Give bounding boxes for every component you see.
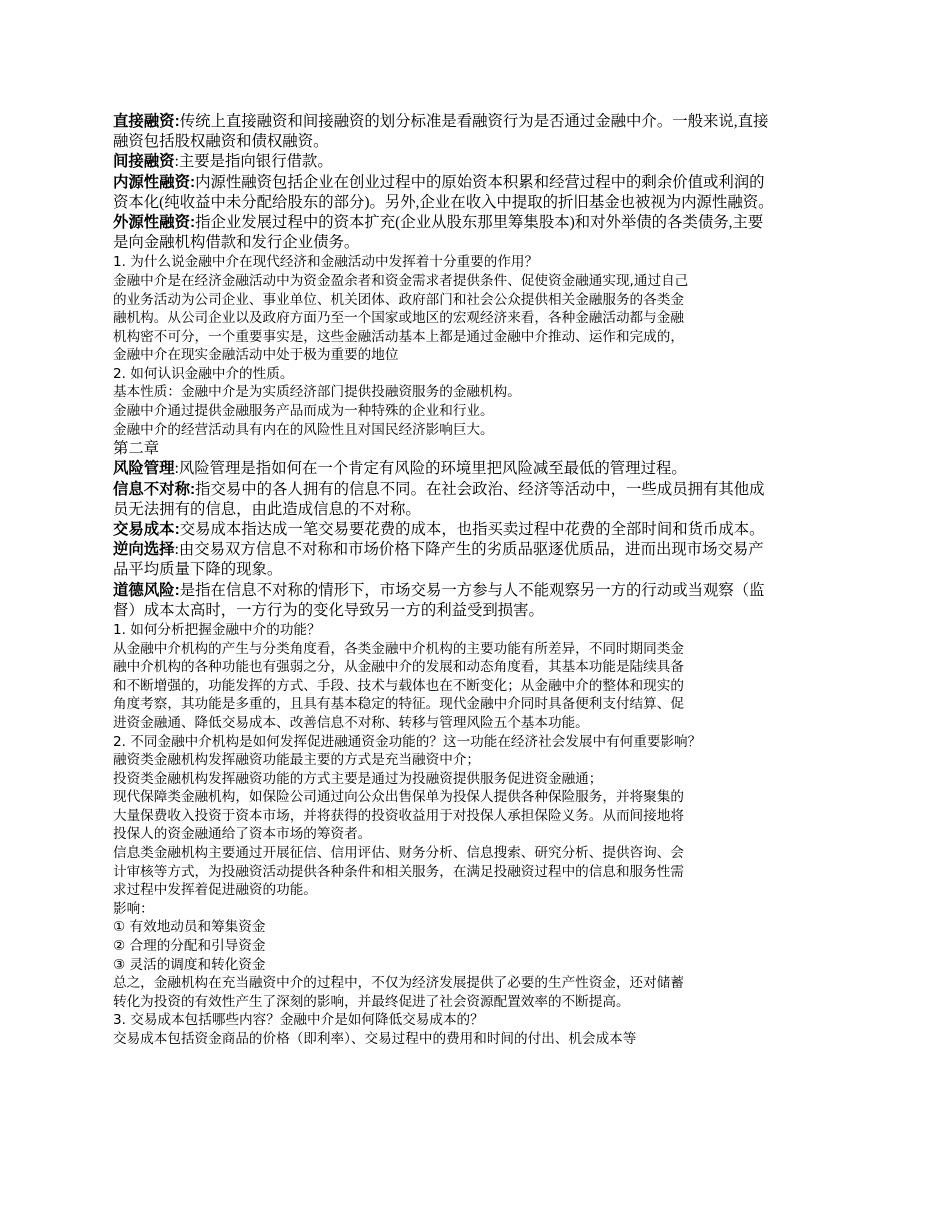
chapter2-definitions (113, 459, 841, 621)
definition-text: 交易成本指达成一笔交易要花费的成本，也指买卖过程中花费的全部时间和货币成本。 (179, 521, 765, 538)
definition-text: :由交易双方信息不对称和市场价格下降产生的劣质品驱逐优质品，进而出现市场交易产 (174, 541, 764, 559)
body-line: 金融中介是在经济金融活动中为资金盈余者和资金需求者提供条件、促使资金融通实现,通过自己 (113, 272, 689, 289)
body-line: 金融中介通过提供金融服务产品而成为一种特殊的企业和行业。 (113, 403, 494, 420)
definition-text: :主要是指向银行借款。 (174, 153, 333, 171)
body-line: 的业务活动为公司企业、事业单位、机关团体、政府部门和社会公众提供相关金融服务的各类金 (113, 291, 684, 308)
body-line: 投保人的资金融通给了资本市场的筹资者。 (113, 826, 372, 843)
definition-line (113, 213, 841, 233)
term-label: 信息不对称: (113, 480, 196, 498)
body-line: 现代保障类金融机构，如保险公司通过向公众出售保单为投保人提供各种保险服务，并将聚集的 (113, 789, 684, 806)
body-line: 和不断增强的，功能发挥的方式、手段、技术与载体也在不断变化；从金融中介的整体和现实的 (113, 677, 684, 694)
definition-text: 督）成本太高时，一方行为的变化导致另一方的利益受到损害。 (113, 601, 544, 619)
body-line: 求过程中发挥着促进融资的功能。 (113, 882, 317, 899)
body-line: 交易成本包括资金商品的价格（即利率）、交易过程中的费用和时间的付出、机会成本等 (113, 1031, 637, 1047)
definition-line (113, 193, 841, 213)
term-label: 道德风险: (113, 581, 180, 599)
body-line: 融中介机构的各种功能也有强弱之分，从金融中介的发展和动态角度看，其基本功能是陆续具备 (113, 659, 684, 676)
definition-line (113, 112, 841, 132)
body-line: 金融中介在现实金融活动中处于极为重要的地位 (113, 347, 399, 364)
body-line: ① 有效地动员和筹集资金 (113, 919, 266, 936)
chapter1-questions (113, 253, 841, 439)
term-label: 风险管理 (113, 460, 175, 478)
term-label: 直接融资: (113, 113, 180, 130)
body-line: 基本性质：金融中介是为实质经济部门提供投融资服务的金融机构。 (113, 384, 521, 401)
definition-text: 资本化(纯收益中未分配给股东的部分)。另外,企业在收入中提取的折旧基金也被视为内源性融资。 (113, 193, 774, 211)
definition-text: 员无法拥有的信息，由此造成信息的不对称。 (113, 500, 421, 518)
body-line: 角度考察，其功能是多重的，且具有基本稳定的特征。现代金融中介同时具备便利支付结算、促 (113, 696, 684, 713)
definition-line (113, 152, 841, 172)
body-line: 1. 为什么说金融中介在现代经济和金融活动中发挥着十分重要的作用？ (113, 254, 539, 271)
definition-line (113, 459, 841, 479)
body-line: ② 合理的分配和引导资金 (113, 938, 266, 955)
body-line: 信息类金融机构主要通过开展征信、信用评估、财务分析、信息搜索、研究分析、提供咨询、会 (113, 845, 684, 862)
definition-line (113, 233, 841, 253)
term-label: 间接融资 (113, 153, 175, 171)
definition-line (113, 540, 841, 560)
definition-line (113, 480, 841, 500)
body-line: 大量保费收入投资于资本市场，并将获得的投资收益用于对投保人承担保险义务。从而间接地将 (113, 807, 684, 824)
term-label: 交易成本: (113, 521, 180, 538)
body-line: 3. 交易成本包括哪些内容？金融中介是如何降低交易成本的？ (113, 1012, 484, 1029)
body-line: 融机构。从公司企业以及政府方面乃至一个国家或地区的宏观经济来看，各种金融活动都与金融 (113, 310, 684, 327)
definition-text: 传统上直接融资和间接融资的划分标准是看融资行为是否通过金融中介。一般来说,直接 (179, 113, 769, 130)
body-line: 2. 不同金融中介机构是如何发挥促进融通资金功能的？这一功能在经济社会发展中有何重要影响？ (113, 733, 702, 750)
definition-text: 是指在信息不对称的情形下，市场交易一方参与人不能观察另一方的行动或当观察（监 (179, 581, 765, 599)
definition-line (113, 173, 841, 193)
definition-text: 指交易中的各人拥有的信息不同。在社会政治、经济等活动中，一些成员拥有其他成 (195, 480, 765, 498)
chapter2-heading: 第二章 (113, 440, 160, 458)
body-line: 从金融中介机构的产生与分类角度看，各类金融中介机构的主要功能有所差异，不同时期同类金 (113, 640, 684, 657)
body-line: 转化为投资的有效性产生了深刻的影响，并最终促进了社会资源配置效率的不断提高。 (113, 993, 630, 1010)
term-label: 外源性融资: (113, 213, 196, 231)
definition-line (113, 581, 841, 601)
definition-text: 融资包括股权融资和债权融资。 (113, 133, 329, 151)
body-line: 总之，金融机构在充当融资中介的过程中，不仅为经济发展提供了必要的生产性资金，还对储蓄 (113, 975, 684, 992)
definition-line (113, 500, 841, 520)
term-label: 逆向选择 (113, 541, 175, 559)
chapter1-definitions (113, 112, 841, 253)
definition-text: 是向金融机构借款和发行企业债务。 (113, 234, 360, 252)
definition-line (113, 520, 841, 540)
body-line: ③ 灵活的调度和转化资金 (113, 956, 266, 973)
body-line: 影响： (113, 900, 154, 917)
chapter2-questions (113, 621, 841, 1049)
definition-line (113, 560, 841, 580)
definition-text: 内源性融资包括企业在创业过程中的原始资本积累和经营过程中的剩余价值或利润的 (195, 173, 765, 191)
definition-line (113, 132, 841, 152)
body-line: 机构密不可分，一个重要事实是，这些金融活动基本上都是通过金融中介推动、运作和完成的， (113, 328, 684, 345)
body-line: 投资类金融机构发挥融资功能的方式主要是通过为投融资提供服务促进资金融通； (113, 770, 603, 787)
body-line: 计审核等方式，为投融资活动提供各种条件和相关服务，在满足投融资过程中的信息和服务性需 (113, 863, 684, 880)
body-line: 2. 如何认识金融中介的性质。 (113, 365, 294, 382)
definition-text: :风险管理是指如何在一个肯定有风险的环境里把风险减至最低的管理过程。 (174, 460, 687, 478)
term-label: 内源性融资: (113, 173, 196, 191)
body-line: 进资金融通、降低交易成本、改善信息不对称、转移与管理风险五个基本功能。 (113, 714, 589, 731)
document-page (113, 112, 841, 1049)
body-line: 融资类金融机构发挥融资功能最主要的方式是充当融资中介； (113, 752, 481, 769)
body-line: 1. 如何分析把握金融中介的功能？ (113, 621, 321, 638)
definition-text: 指企业发展过程中的资本扩充(企业从股东那里筹集股本)和对外举债的各类债务,主要 (195, 213, 764, 231)
definition-line (113, 601, 841, 621)
body-line: 金融中介的经营活动具有内在的风险性且对国民经济影响巨大。 (113, 421, 494, 438)
definition-text: 品平均质量下降的现象。 (113, 561, 283, 579)
